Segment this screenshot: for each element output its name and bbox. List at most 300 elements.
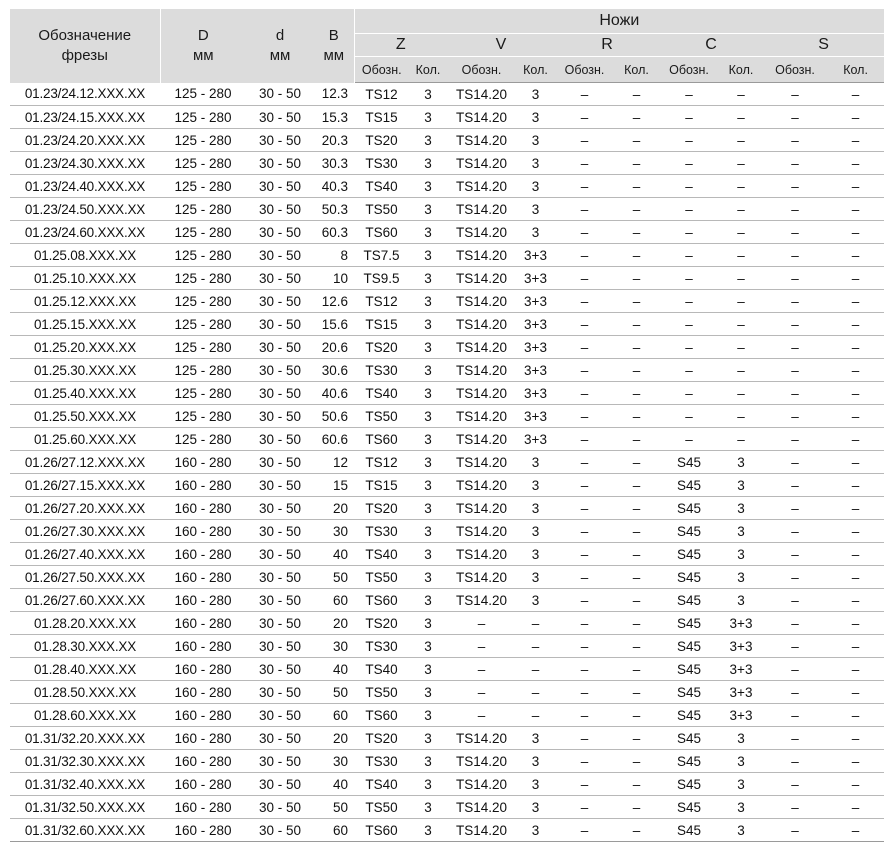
z-qty-cell: 3 bbox=[409, 773, 447, 796]
z-qty-cell: 3 bbox=[409, 382, 447, 405]
s-qty-cell: – bbox=[827, 796, 884, 819]
bore-diameter-cell: 30 - 50 bbox=[246, 129, 314, 152]
table-body bbox=[10, 83, 884, 842]
outer-diameter-cell: 160 - 280 bbox=[160, 681, 246, 704]
v-qty-cell: 3+3 bbox=[516, 382, 555, 405]
group-r-header: R bbox=[555, 34, 659, 57]
table-row bbox=[10, 382, 884, 405]
s-knife-cell: – bbox=[763, 474, 827, 497]
v-name-header: Обозн. bbox=[447, 57, 516, 83]
bore-diameter-cell: 30 - 50 bbox=[246, 405, 314, 428]
cutter-spec-table bbox=[10, 9, 884, 842]
r-qty-cell: – bbox=[614, 727, 659, 750]
z-knife-cell: TS60 bbox=[354, 704, 409, 727]
r-qty-header: Кол. bbox=[614, 57, 659, 83]
bore-diameter-cell: 30 - 50 bbox=[246, 428, 314, 451]
bore-diameter-cell: 30 - 50 bbox=[246, 773, 314, 796]
r-knife-cell: – bbox=[555, 405, 614, 428]
c-qty-cell: – bbox=[719, 428, 763, 451]
c-knife-cell: S45 bbox=[659, 566, 719, 589]
width-cell: 15.6 bbox=[314, 313, 354, 336]
c-knife-cell: – bbox=[659, 83, 719, 106]
z-knife-cell: TS20 bbox=[354, 129, 409, 152]
r-knife-cell: – bbox=[555, 773, 614, 796]
c-qty-cell: 3 bbox=[719, 750, 763, 773]
v-qty-cell: 3 bbox=[516, 152, 555, 175]
r-qty-cell: – bbox=[614, 704, 659, 727]
s-qty-cell: – bbox=[827, 313, 884, 336]
bore-diameter-cell: 30 - 50 bbox=[246, 313, 314, 336]
s-knife-cell: – bbox=[763, 221, 827, 244]
c-knife-cell: – bbox=[659, 129, 719, 152]
outer-diameter-cell: 125 - 280 bbox=[160, 336, 246, 359]
outer-diameter-cell: 160 - 280 bbox=[160, 451, 246, 474]
width-cell: 30.6 bbox=[314, 359, 354, 382]
outer-diameter-cell: 125 - 280 bbox=[160, 152, 246, 175]
designation-cell: 01.28.30.XXX.XX bbox=[10, 635, 160, 658]
z-knife-cell: TS15 bbox=[354, 313, 409, 336]
s-knife-cell: – bbox=[763, 313, 827, 336]
s-knife-cell: – bbox=[763, 497, 827, 520]
r-knife-cell: – bbox=[555, 566, 614, 589]
c-knife-cell: – bbox=[659, 175, 719, 198]
table-row bbox=[10, 451, 884, 474]
z-qty-cell: 3 bbox=[409, 589, 447, 612]
v-knife-cell: TS14.20 bbox=[447, 244, 516, 267]
v-knife-cell: TS14.20 bbox=[447, 152, 516, 175]
z-knife-cell: TS50 bbox=[354, 198, 409, 221]
width-cell: 40 bbox=[314, 543, 354, 566]
c-knife-cell: S45 bbox=[659, 658, 719, 681]
s-knife-cell: – bbox=[763, 727, 827, 750]
s-knife-cell: – bbox=[763, 267, 827, 290]
s-knife-cell: – bbox=[763, 336, 827, 359]
outer-diameter-cell: 160 - 280 bbox=[160, 796, 246, 819]
c-qty-cell: 3+3 bbox=[719, 681, 763, 704]
designation-cell: 01.28.40.XXX.XX bbox=[10, 658, 160, 681]
outer-diameter-cell: 125 - 280 bbox=[160, 405, 246, 428]
r-knife-cell: – bbox=[555, 290, 614, 313]
v-knife-cell: TS14.20 bbox=[447, 313, 516, 336]
group-v-header: V bbox=[447, 34, 555, 57]
v-knife-cell: – bbox=[447, 635, 516, 658]
v-knife-cell: – bbox=[447, 658, 516, 681]
width-cell: 60 bbox=[314, 704, 354, 727]
c-qty-cell: 3 bbox=[719, 589, 763, 612]
c-qty-cell: – bbox=[719, 336, 763, 359]
r-qty-cell: – bbox=[614, 589, 659, 612]
z-knife-cell: TS60 bbox=[354, 221, 409, 244]
outer-diameter-cell: 125 - 280 bbox=[160, 428, 246, 451]
z-knife-cell: TS30 bbox=[354, 520, 409, 543]
s-knife-cell: – bbox=[763, 244, 827, 267]
r-knife-cell: – bbox=[555, 704, 614, 727]
s-knife-cell: – bbox=[763, 796, 827, 819]
r-qty-cell: – bbox=[614, 520, 659, 543]
c-qty-header: Кол. bbox=[719, 57, 763, 83]
bore-diameter-cell: 30 - 50 bbox=[246, 83, 314, 106]
s-knife-cell: – bbox=[763, 681, 827, 704]
z-knife-cell: TS12 bbox=[354, 451, 409, 474]
s-knife-cell: – bbox=[763, 83, 827, 106]
z-knife-cell: TS60 bbox=[354, 428, 409, 451]
table-row bbox=[10, 428, 884, 451]
width-cell: 60 bbox=[314, 819, 354, 842]
s-qty-cell: – bbox=[827, 589, 884, 612]
s-knife-cell: – bbox=[763, 175, 827, 198]
width-cell: 12.6 bbox=[314, 290, 354, 313]
designation-cell: 01.25.50.XXX.XX bbox=[10, 405, 160, 428]
v-qty-cell: – bbox=[516, 658, 555, 681]
c-qty-cell: 3+3 bbox=[719, 612, 763, 635]
table-row bbox=[10, 750, 884, 773]
s-qty-cell: – bbox=[827, 727, 884, 750]
table-row bbox=[10, 566, 884, 589]
z-qty-cell: 3 bbox=[409, 704, 447, 727]
r-knife-cell: – bbox=[555, 497, 614, 520]
s-qty-cell: – bbox=[827, 267, 884, 290]
bore-diameter-cell: 30 - 50 bbox=[246, 819, 314, 842]
z-knife-cell: TS20 bbox=[354, 612, 409, 635]
width-cell: 40 bbox=[314, 658, 354, 681]
outer-diameter-unit: мм bbox=[192, 46, 214, 64]
v-qty-cell: 3 bbox=[516, 520, 555, 543]
z-knife-cell: TS30 bbox=[354, 152, 409, 175]
v-knife-cell: TS14.20 bbox=[447, 175, 516, 198]
outer-diameter-cell: 125 - 280 bbox=[160, 359, 246, 382]
bore-diameter-cell: 30 - 50 bbox=[246, 244, 314, 267]
c-qty-cell: – bbox=[719, 198, 763, 221]
z-knife-cell: TS50 bbox=[354, 566, 409, 589]
outer-diameter-cell: 125 - 280 bbox=[160, 198, 246, 221]
r-qty-cell: – bbox=[614, 474, 659, 497]
s-qty-cell: – bbox=[827, 221, 884, 244]
outer-diameter-cell: 160 - 280 bbox=[160, 520, 246, 543]
v-knife-cell: TS14.20 bbox=[447, 83, 516, 106]
c-knife-cell: – bbox=[659, 244, 719, 267]
s-qty-cell: – bbox=[827, 704, 884, 727]
designation-cell: 01.23/24.15.XXX.XX bbox=[10, 106, 160, 129]
s-qty-cell: – bbox=[827, 129, 884, 152]
group-s-header: S bbox=[763, 34, 884, 57]
designation-cell: 01.31/32.50.XXX.XX bbox=[10, 796, 160, 819]
z-knife-cell: TS40 bbox=[354, 543, 409, 566]
designation-cell: 01.25.40.XXX.XX bbox=[10, 382, 160, 405]
v-knife-cell: TS14.20 bbox=[447, 543, 516, 566]
z-knife-cell: TS15 bbox=[354, 474, 409, 497]
s-knife-cell: – bbox=[763, 819, 827, 842]
s-knife-cell: – bbox=[763, 198, 827, 221]
width-cell: 15.3 bbox=[314, 106, 354, 129]
c-knife-cell: S45 bbox=[659, 704, 719, 727]
z-knife-cell: TS20 bbox=[354, 336, 409, 359]
r-knife-cell: – bbox=[555, 819, 614, 842]
width-cell: 40 bbox=[314, 773, 354, 796]
r-qty-cell: – bbox=[614, 566, 659, 589]
v-knife-cell: TS14.20 bbox=[447, 428, 516, 451]
bore-diameter-cell: 30 - 50 bbox=[246, 681, 314, 704]
s-qty-cell: – bbox=[827, 543, 884, 566]
z-qty-cell: 3 bbox=[409, 244, 447, 267]
r-knife-cell: – bbox=[555, 474, 614, 497]
r-qty-cell: – bbox=[614, 796, 659, 819]
z-qty-cell: 3 bbox=[409, 635, 447, 658]
width-cell: 60.6 bbox=[314, 428, 354, 451]
z-qty-cell: 3 bbox=[409, 83, 447, 106]
bore-diameter-cell: 30 - 50 bbox=[246, 750, 314, 773]
z-qty-cell: 3 bbox=[409, 175, 447, 198]
z-qty-cell: 3 bbox=[409, 612, 447, 635]
c-qty-cell: – bbox=[719, 152, 763, 175]
width-cell: 8 bbox=[314, 244, 354, 267]
outer-diameter-cell: 160 - 280 bbox=[160, 543, 246, 566]
v-knife-cell: TS14.20 bbox=[447, 359, 516, 382]
v-qty-cell: 3 bbox=[516, 83, 555, 106]
v-qty-cell: 3 bbox=[516, 589, 555, 612]
table-row bbox=[10, 819, 884, 842]
v-qty-cell: 3+3 bbox=[516, 267, 555, 290]
c-qty-cell: 3+3 bbox=[719, 658, 763, 681]
r-qty-cell: – bbox=[614, 244, 659, 267]
r-knife-cell: – bbox=[555, 658, 614, 681]
v-qty-cell: 3 bbox=[516, 497, 555, 520]
s-knife-cell: – bbox=[763, 152, 827, 175]
v-knife-cell: TS14.20 bbox=[447, 773, 516, 796]
r-qty-cell: – bbox=[614, 221, 659, 244]
outer-diameter-cell: 125 - 280 bbox=[160, 129, 246, 152]
bore-diameter-cell: 30 - 50 bbox=[246, 267, 314, 290]
z-knife-cell: TS12 bbox=[354, 290, 409, 313]
table-row bbox=[10, 106, 884, 129]
s-qty-cell: – bbox=[827, 428, 884, 451]
table-row bbox=[10, 520, 884, 543]
s-knife-cell: – bbox=[763, 359, 827, 382]
c-qty-cell: – bbox=[719, 267, 763, 290]
v-qty-cell: 3 bbox=[516, 106, 555, 129]
table-row bbox=[10, 681, 884, 704]
c-qty-cell: 3 bbox=[719, 727, 763, 750]
z-knife-cell: TS7.5 bbox=[354, 244, 409, 267]
s-qty-cell: – bbox=[827, 451, 884, 474]
r-qty-cell: – bbox=[614, 290, 659, 313]
designation-cell: 01.31/32.60.XXX.XX bbox=[10, 819, 160, 842]
table-row bbox=[10, 336, 884, 359]
designation-cell: 01.25.12.XXX.XX bbox=[10, 290, 160, 313]
outer-diameter-cell: 125 - 280 bbox=[160, 175, 246, 198]
z-knife-cell: TS30 bbox=[354, 635, 409, 658]
c-qty-cell: – bbox=[719, 83, 763, 106]
s-qty-cell: – bbox=[827, 382, 884, 405]
designation-cell: 01.26/27.30.XXX.XX bbox=[10, 520, 160, 543]
v-knife-cell: TS14.20 bbox=[447, 727, 516, 750]
width-cell: 30.3 bbox=[314, 152, 354, 175]
c-knife-cell: S45 bbox=[659, 474, 719, 497]
r-knife-cell: – bbox=[555, 612, 614, 635]
z-knife-cell: TS9.5 bbox=[354, 267, 409, 290]
s-knife-cell: – bbox=[763, 405, 827, 428]
outer-diameter-cell: 160 - 280 bbox=[160, 566, 246, 589]
width-cell: 12.3 bbox=[314, 83, 354, 106]
designation-cell: 01.23/24.60.XXX.XX bbox=[10, 221, 160, 244]
z-knife-cell: TS40 bbox=[354, 658, 409, 681]
z-qty-cell: 3 bbox=[409, 566, 447, 589]
width-cell: 20.6 bbox=[314, 336, 354, 359]
z-knife-cell: TS40 bbox=[354, 382, 409, 405]
bore-diameter-header bbox=[246, 9, 314, 83]
v-qty-cell: – bbox=[516, 681, 555, 704]
s-qty-cell: – bbox=[827, 658, 884, 681]
bore-diameter-cell: 30 - 50 bbox=[246, 359, 314, 382]
c-qty-cell: – bbox=[719, 106, 763, 129]
c-knife-cell: S45 bbox=[659, 796, 719, 819]
v-qty-cell: 3+3 bbox=[516, 336, 555, 359]
z-qty-cell: 3 bbox=[409, 221, 447, 244]
v-qty-cell: 3 bbox=[516, 566, 555, 589]
z-qty-cell: 3 bbox=[409, 819, 447, 842]
c-knife-cell: S45 bbox=[659, 612, 719, 635]
width-cell: 30 bbox=[314, 750, 354, 773]
designation-cell: 01.25.15.XXX.XX bbox=[10, 313, 160, 336]
table-row bbox=[10, 635, 884, 658]
r-qty-cell: – bbox=[614, 152, 659, 175]
designation-cell: 01.23/24.50.XXX.XX bbox=[10, 198, 160, 221]
c-qty-cell: – bbox=[719, 313, 763, 336]
bore-diameter-cell: 30 - 50 bbox=[246, 520, 314, 543]
width-cell: 50.3 bbox=[314, 198, 354, 221]
c-qty-cell: – bbox=[719, 359, 763, 382]
z-knife-cell: TS40 bbox=[354, 773, 409, 796]
z-knife-cell: TS60 bbox=[354, 589, 409, 612]
v-qty-cell: 3 bbox=[516, 796, 555, 819]
table-row bbox=[10, 612, 884, 635]
r-qty-cell: – bbox=[614, 359, 659, 382]
outer-diameter-cell: 125 - 280 bbox=[160, 382, 246, 405]
v-knife-cell: TS14.20 bbox=[447, 474, 516, 497]
z-knife-cell: TS50 bbox=[354, 405, 409, 428]
c-knife-cell: – bbox=[659, 290, 719, 313]
table-row bbox=[10, 773, 884, 796]
r-knife-cell: – bbox=[555, 152, 614, 175]
outer-diameter-cell: 160 - 280 bbox=[160, 612, 246, 635]
r-knife-cell: – bbox=[555, 336, 614, 359]
designation-cell: 01.23/24.12.XXX.XX bbox=[10, 83, 160, 106]
v-qty-cell: 3 bbox=[516, 819, 555, 842]
width-cell: 20 bbox=[314, 612, 354, 635]
s-knife-cell: – bbox=[763, 543, 827, 566]
c-qty-cell: 3 bbox=[719, 543, 763, 566]
v-knife-cell: TS14.20 bbox=[447, 405, 516, 428]
s-knife-cell: – bbox=[763, 589, 827, 612]
c-qty-cell: 3 bbox=[719, 566, 763, 589]
outer-diameter-cell: 160 - 280 bbox=[160, 658, 246, 681]
v-knife-cell: TS14.20 bbox=[447, 796, 516, 819]
bore-diameter-cell: 30 - 50 bbox=[246, 290, 314, 313]
c-qty-cell: – bbox=[719, 221, 763, 244]
s-qty-cell: – bbox=[827, 175, 884, 198]
v-qty-cell: 3 bbox=[516, 129, 555, 152]
c-knife-cell: S45 bbox=[659, 727, 719, 750]
r-qty-cell: – bbox=[614, 497, 659, 520]
bore-diameter-cell: 30 - 50 bbox=[246, 566, 314, 589]
r-qty-cell: – bbox=[614, 819, 659, 842]
s-qty-cell: – bbox=[827, 198, 884, 221]
c-qty-cell: – bbox=[719, 382, 763, 405]
v-qty-cell: – bbox=[516, 635, 555, 658]
z-qty-cell: 3 bbox=[409, 428, 447, 451]
c-qty-cell: 3 bbox=[719, 520, 763, 543]
s-qty-cell: – bbox=[827, 520, 884, 543]
table-row bbox=[10, 83, 884, 106]
c-qty-cell: – bbox=[719, 129, 763, 152]
table-header bbox=[10, 9, 884, 83]
s-knife-cell: – bbox=[763, 451, 827, 474]
v-qty-cell: 3 bbox=[516, 175, 555, 198]
c-qty-cell: 3 bbox=[719, 796, 763, 819]
r-qty-cell: – bbox=[614, 635, 659, 658]
c-qty-cell: 3 bbox=[719, 474, 763, 497]
r-knife-cell: – bbox=[555, 175, 614, 198]
c-knife-cell: – bbox=[659, 152, 719, 175]
c-qty-cell: – bbox=[719, 290, 763, 313]
z-qty-cell: 3 bbox=[409, 727, 447, 750]
v-qty-cell: 3 bbox=[516, 773, 555, 796]
outer-diameter-cell: 125 - 280 bbox=[160, 83, 246, 106]
outer-diameter-cell: 160 - 280 bbox=[160, 750, 246, 773]
r-knife-cell: – bbox=[555, 106, 614, 129]
bore-diameter-cell: 30 - 50 bbox=[246, 543, 314, 566]
v-knife-cell: TS14.20 bbox=[447, 819, 516, 842]
c-knife-cell: – bbox=[659, 428, 719, 451]
designation-cell: 01.28.50.XXX.XX bbox=[10, 681, 160, 704]
r-qty-cell: – bbox=[614, 336, 659, 359]
z-name-header: Обозн. bbox=[354, 57, 409, 83]
r-qty-cell: – bbox=[614, 83, 659, 106]
r-knife-cell: – bbox=[555, 382, 614, 405]
s-knife-cell: – bbox=[763, 382, 827, 405]
width-cell: 15 bbox=[314, 474, 354, 497]
r-qty-cell: – bbox=[614, 106, 659, 129]
table-row bbox=[10, 152, 884, 175]
group-c-header: C bbox=[659, 34, 763, 57]
designation-cell: 01.31/32.30.XXX.XX bbox=[10, 750, 160, 773]
v-qty-cell: 3 bbox=[516, 727, 555, 750]
v-qty-cell: 3 bbox=[516, 474, 555, 497]
c-qty-cell: 3+3 bbox=[719, 635, 763, 658]
c-knife-cell: – bbox=[659, 359, 719, 382]
s-name-header: Обозн. bbox=[763, 57, 827, 83]
z-qty-cell: 3 bbox=[409, 520, 447, 543]
v-knife-cell: TS14.20 bbox=[447, 589, 516, 612]
bore-diameter-cell: 30 - 50 bbox=[246, 727, 314, 750]
v-knife-cell: TS14.20 bbox=[447, 382, 516, 405]
designation-cell: 01.26/27.12.XXX.XX bbox=[10, 451, 160, 474]
bore-diameter-cell: 30 - 50 bbox=[246, 175, 314, 198]
table-row bbox=[10, 221, 884, 244]
r-qty-cell: – bbox=[614, 681, 659, 704]
r-knife-cell: – bbox=[555, 313, 614, 336]
outer-diameter-cell: 160 - 280 bbox=[160, 589, 246, 612]
s-knife-cell: – bbox=[763, 635, 827, 658]
s-knife-cell: – bbox=[763, 750, 827, 773]
z-knife-cell: TS50 bbox=[354, 681, 409, 704]
width-cell: 10 bbox=[314, 267, 354, 290]
s-knife-cell: – bbox=[763, 566, 827, 589]
z-qty-cell: 3 bbox=[409, 750, 447, 773]
c-knife-cell: – bbox=[659, 405, 719, 428]
width-unit: мм bbox=[323, 46, 345, 64]
r-qty-cell: – bbox=[614, 658, 659, 681]
outer-diameter-cell: 160 - 280 bbox=[160, 497, 246, 520]
